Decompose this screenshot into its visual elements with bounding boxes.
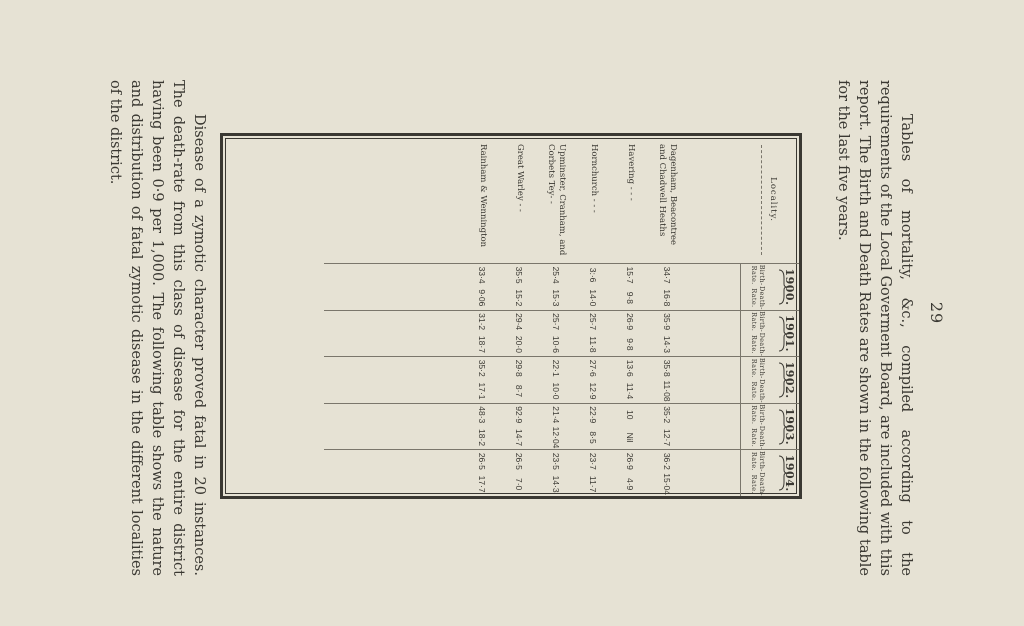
locality-cell: Dagenham, Beacontree and Chadwell Heaths bbox=[649, 136, 686, 264]
year-header bbox=[775, 264, 799, 311]
rate-cell: 21·4 bbox=[551, 406, 562, 424]
zymotic-paragraph: Disease of a zymotic character proved fatal in 20 instances. The death-rate from this class of disease for the entire district having been 0·9 per 1,000. The following table shows the nature and distribution of fatal zymotic disease in the different localities of the district. bbox=[107, 80, 207, 576]
rate-cell: 10·0 bbox=[538, 379, 575, 403]
death-rate-header: Death-Rate. bbox=[741, 472, 776, 496]
rate-cell: 26·9 bbox=[625, 313, 636, 331]
rate-cell: 25·4 bbox=[551, 266, 562, 284]
rate-cell: 10·6 bbox=[538, 333, 575, 357]
table-empty-row bbox=[324, 136, 464, 496]
rate-cell: 12·7 bbox=[649, 426, 686, 450]
rate-cell: 25·7 bbox=[588, 313, 599, 331]
rate-cell: 22·1 bbox=[551, 359, 562, 377]
rate-cell: 8·5 bbox=[575, 426, 612, 450]
table-row bbox=[464, 136, 501, 496]
rate-cell: 26·9 bbox=[625, 452, 636, 470]
birth-rate-header: Birth-Rate. bbox=[741, 310, 776, 332]
year-header bbox=[775, 310, 799, 357]
rate-cell: 17·1 bbox=[464, 379, 501, 403]
rate-cell: 31·2 bbox=[477, 313, 488, 331]
rate-cell: 4·9 bbox=[625, 477, 636, 491]
rate-cell: 15·3 bbox=[538, 286, 575, 310]
table-row bbox=[612, 136, 649, 496]
birth-rate-header: Birth-Rate. bbox=[741, 357, 776, 379]
rate-cell: 14·3 bbox=[649, 333, 686, 357]
locality-cell: Great Warley - - bbox=[501, 136, 538, 264]
year-header bbox=[775, 403, 799, 450]
year-header bbox=[775, 450, 799, 496]
birth-death-rates-table bbox=[220, 133, 802, 499]
birth-rate-header: Birth-Rate. bbox=[741, 450, 776, 472]
death-rate-header: Death-Rate. bbox=[741, 333, 776, 357]
rate-cell: 11·7 bbox=[588, 475, 599, 493]
rate-cell: 13·6 bbox=[625, 359, 636, 377]
locality-cell: Upminster, Cranham, and Corbets Tey- - bbox=[538, 136, 575, 264]
death-rate-header: Death-Rate. bbox=[741, 379, 776, 403]
table-row bbox=[501, 136, 538, 496]
year-label: 1902. bbox=[783, 361, 796, 399]
birth-rate-header: Birth-Rate. bbox=[741, 264, 776, 286]
rate-cell: 9·8 bbox=[612, 333, 649, 357]
locality-header-rule bbox=[761, 145, 762, 255]
rate-cell: 10 bbox=[625, 410, 636, 420]
birth-rate-header: Birth-Rate. bbox=[741, 403, 776, 425]
rate-cell: 25·7 bbox=[551, 313, 562, 331]
rate-cell: 9·8 bbox=[612, 286, 649, 310]
rate-cell: 15·7 bbox=[625, 266, 636, 284]
year-label: 1903. bbox=[783, 408, 796, 446]
rate-cell: 35·5 bbox=[514, 266, 525, 284]
table-row bbox=[538, 136, 575, 496]
locality-cell: Rainham & Wennington bbox=[464, 136, 501, 264]
rate-cell: 14·7 bbox=[501, 426, 538, 450]
rate-cell: 27·6 bbox=[588, 359, 599, 377]
rate-cell: 23·5 bbox=[551, 452, 562, 470]
year-label: 1901. bbox=[783, 315, 796, 352]
rate-cell: 92·9 bbox=[514, 406, 525, 424]
table-row bbox=[575, 136, 612, 496]
locality-header: Locality. bbox=[768, 177, 779, 222]
rate-cell: 36·2 bbox=[662, 452, 673, 470]
rate-cell: 29·8 bbox=[514, 359, 525, 377]
page-number: 29 bbox=[927, 301, 946, 325]
rate-cell: 14·0 bbox=[575, 286, 612, 310]
rate-cell: 18·2 bbox=[464, 426, 501, 450]
rate-cell: 22·9 bbox=[588, 406, 599, 424]
year-header bbox=[775, 357, 799, 404]
rate-cell: 35·8 bbox=[662, 359, 673, 377]
rate-cell: 14·3 bbox=[551, 475, 562, 493]
rate-cell: 3:·6 bbox=[588, 267, 599, 283]
rate-cell: 35·2 bbox=[477, 359, 488, 377]
rate-cell: 12·9 bbox=[575, 379, 612, 403]
rate-cell: 15·04 bbox=[662, 473, 673, 495]
table-row bbox=[649, 136, 686, 496]
locality-header-cell bbox=[741, 136, 800, 264]
year-label: 1904. bbox=[783, 454, 796, 492]
death-rate-header: Death-Rate. bbox=[741, 426, 776, 450]
rate-cell: 29·4 bbox=[514, 313, 525, 331]
rate-cell: 11·4 bbox=[612, 379, 649, 403]
rate-cell: 9·06 bbox=[464, 286, 501, 310]
year-label: 1900. bbox=[783, 268, 796, 306]
rate-cell: 18·7 bbox=[464, 333, 501, 357]
death-rate-header: Death-Rate. bbox=[741, 286, 776, 310]
rate-cell: 23·7 bbox=[588, 452, 599, 470]
rate-cell: 33·4 bbox=[477, 266, 488, 284]
rate-cell: 12·04 bbox=[538, 426, 575, 450]
rate-cell: 35·9 bbox=[662, 313, 673, 331]
rate-cell: 34·7 bbox=[662, 266, 673, 284]
rate-cell: 48·3 bbox=[477, 406, 488, 424]
rate-cell: 20·0 bbox=[501, 333, 538, 357]
rate-cell: 16·8 bbox=[649, 286, 686, 310]
rate-cell: 11·08 bbox=[649, 379, 686, 403]
rate-cell: Nil bbox=[612, 426, 649, 450]
rate-cell: 7·0 bbox=[514, 477, 525, 491]
rate-cell: 26·5 bbox=[514, 452, 525, 470]
rate-cell: 11·8 bbox=[575, 333, 612, 357]
rate-cell: 26·5 bbox=[477, 452, 488, 470]
rate-cell: 35·2 bbox=[662, 406, 673, 424]
rate-cell: 15·2 bbox=[501, 286, 538, 310]
locality-cell: Havering - - - bbox=[612, 136, 649, 264]
intro-paragraph: Tables of mortality, &c., compiled according to the requirements of the Local Goverment Board, are included with this report. The Birth and Death Rates are shown in the following table for the last five years. bbox=[835, 80, 914, 576]
locality-cell: Hornchurch - - - bbox=[575, 136, 612, 264]
table-spacer-row bbox=[686, 136, 741, 496]
rate-cell: 8·7 bbox=[501, 379, 538, 403]
rate-cell: 17·7 bbox=[477, 475, 488, 493]
